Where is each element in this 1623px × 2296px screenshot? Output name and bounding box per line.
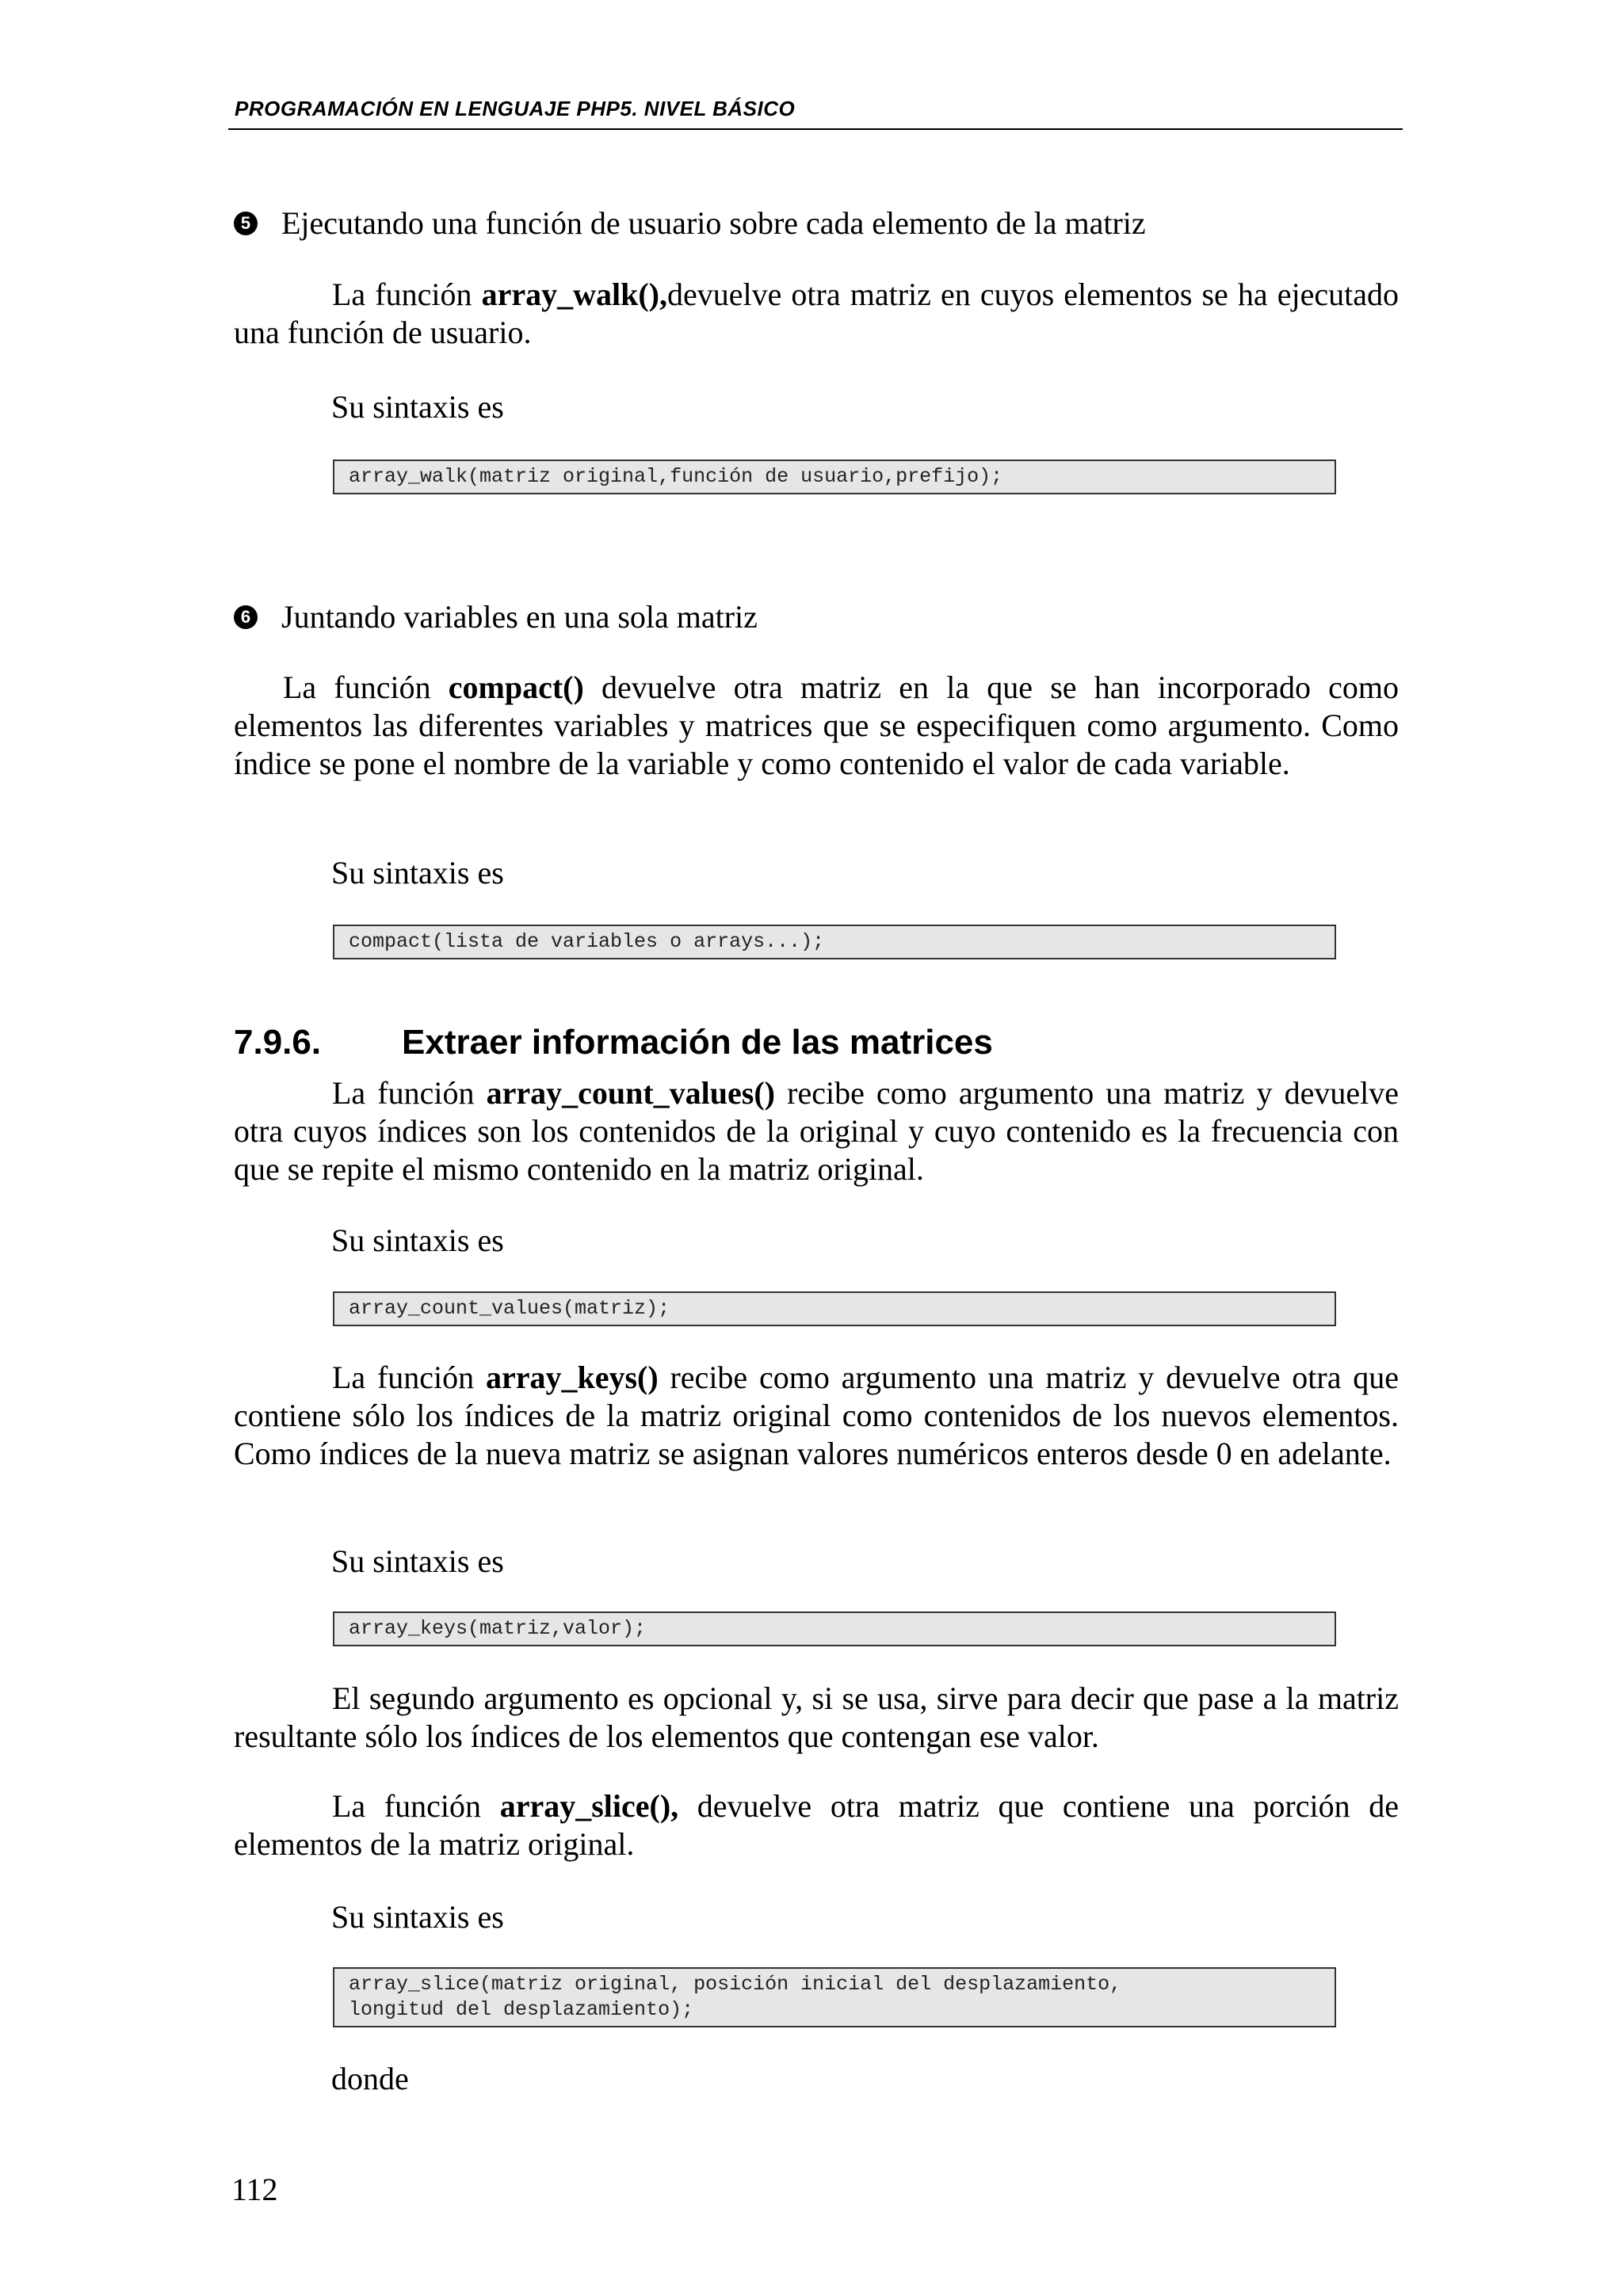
section-title: Extraer información de las matrices [402, 1023, 993, 1062]
donde-text: donde [331, 2061, 409, 2096]
item6-title: Juntando variables en una sola matriz [281, 599, 758, 635]
item6-heading [234, 598, 758, 636]
array-walk-term: array_walk(), [481, 277, 667, 312]
keys-note-paragraph [234, 1680, 1399, 1756]
item6-syntax-label: Su sintaxis es [331, 855, 504, 891]
count-values-text-after: recibe como argumento una matriz y devuelve otra cuyos índices son los contenidos de la original y cuyo contenido es la frecuencia con que se repite el mismo contenido en la matriz original. [234, 1075, 1399, 1187]
item6-number-badge: 6 [234, 605, 258, 629]
running-header [228, 97, 1403, 130]
slice-code-line-1: array_slice(matriz original, posición inicial del desplazamiento, [349, 1973, 1122, 1996]
slice-text-after: devuelve otra matriz que contiene una porción de elementos de la matriz original. [234, 1788, 1400, 1862]
array-count-values-term: array_count_values() [486, 1075, 776, 1111]
keys-text-before: La función [332, 1360, 486, 1395]
count-values-code-box: array_count_values(matriz); [333, 1291, 1336, 1326]
item5-syntax-label: Su sintaxis es [331, 389, 504, 425]
item5-number-badge: 5 [234, 212, 258, 235]
slice-text-before: La función [332, 1788, 500, 1824]
item5-text-before: La función [332, 277, 482, 312]
keys-code-box: array_keys(matriz,valor); [333, 1611, 1336, 1646]
count-values-syntax-label: Su sintaxis es [331, 1222, 504, 1258]
keys-text-after: recibe como argumento una matriz y devuelve otra que contiene sólo los índices de la matriz original como contenidos de los nuevos elementos. Como índices de la nueva matriz se asignan valores numéricos enteros desde 0 en adelante. [234, 1360, 1399, 1471]
page-number: 112 [231, 2172, 278, 2207]
item5-code-box: array_walk(matriz original,función de usuario,prefijo); [333, 460, 1336, 494]
item6-paragraph [234, 669, 1399, 783]
keys-paragraph [234, 1359, 1399, 1473]
slice-code-box [333, 1967, 1336, 2027]
count-values-paragraph [234, 1074, 1399, 1188]
item5-text-after: devuelve otra matriz en cuyos elementos se ha ejecutado una función de usuario. [234, 277, 1399, 350]
header-title: PROGRAMACIÓN EN LENGUAJE PHP5. NIVEL BÁSICO [235, 97, 796, 120]
section-heading [234, 1022, 993, 1063]
keys-syntax-label: Su sintaxis es [331, 1543, 504, 1579]
compact-term: compact() [448, 669, 584, 705]
count-values-text-before: La función [332, 1075, 487, 1111]
slice-syntax-label: Su sintaxis es [331, 1899, 504, 1935]
item6-text-before: La función [283, 669, 449, 705]
item5-heading [234, 204, 1146, 242]
array-slice-term: array_slice(), [499, 1788, 679, 1824]
item6-text-after: devuelve otra matriz en la que se han incorporado como elementos las diferentes variables y matrices que se especifiquen como argumento. Como índice se pone el nombre de la variable y como contenido el valor de cada variable. [234, 669, 1400, 781]
section-number: 7.9.6. [234, 1023, 322, 1062]
keys-note-text: El segundo argumento es opcional y, si se usa, sirve para decir que pase a la matriz resultante sólo los índices de los elementos que contengan ese valor. [234, 1680, 1399, 1754]
slice-code-line-2: longitud del desplazamiento); [349, 1998, 694, 2021]
item5-title: Ejecutando una función de usuario sobre cada elemento de la matriz [281, 205, 1146, 241]
array-keys-term: array_keys() [485, 1360, 659, 1395]
item6-code-box: compact(lista de variables o arrays...); [333, 925, 1336, 959]
slice-paragraph [234, 1787, 1399, 1863]
item5-paragraph [234, 276, 1399, 352]
